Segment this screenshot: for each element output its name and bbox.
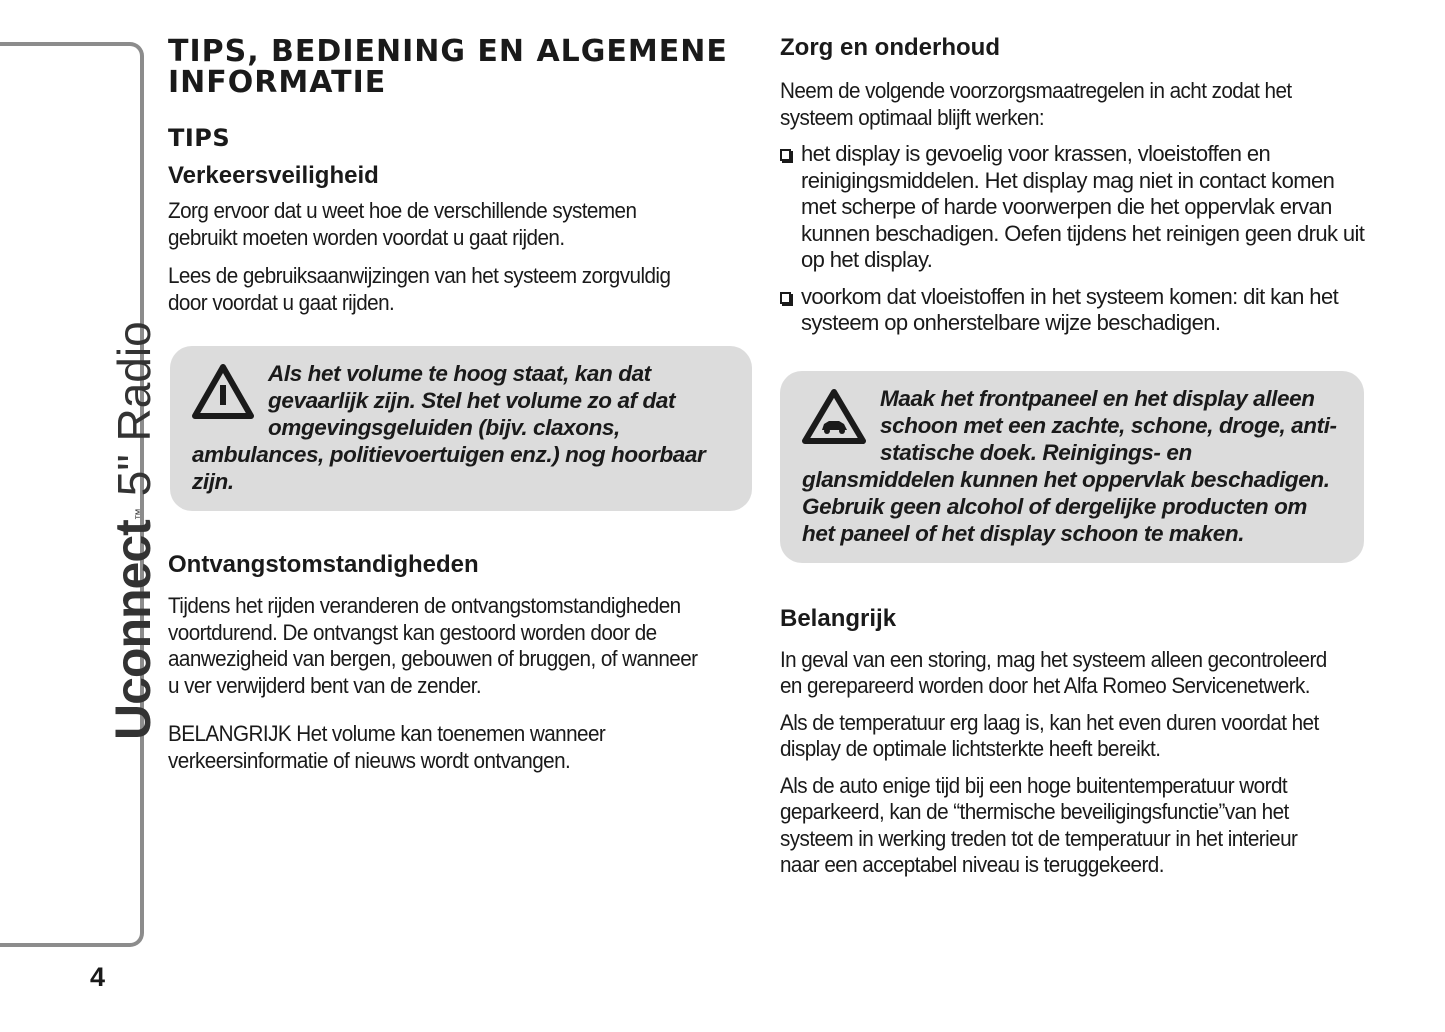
- important-paragraph-1: In geval van een storing, mag het systeem alleen gecontroleerd en gerepareerd worden door het Alfa Romeo Servicenetwerk.: [780, 646, 1327, 698]
- cleaning-warning-box: [780, 371, 1364, 563]
- cleaning-warning-text: Maak het frontpaneel en het display alleen schoon met een zachte, schone, droge, anti-statische doek. Reinigings- en glansmiddelen kunnen het oppervlak beschadigen. Gebruik geen alcohol of dergelijke producten om het paneel of het display schoon te maken.: [802, 385, 1337, 546]
- reception-paragraph-2: BELANGRIJK Het volume kan toenemen wanneer verkeersinformatie of nieuws wordt ontvangen.: [168, 721, 606, 773]
- traffic-safety-heading: Verkeersveiligheid: [168, 162, 379, 189]
- page-title: TIPS, BEDIENING EN ALGEMENE INFORMATIE: [168, 34, 728, 100]
- care-bullet-item: het display is gevoelig voor krassen, vloeistoffen en reinigingsmiddelen. Het display mag niet in contact komen met scherpe of harde voorwerpen die het oppervlak ervan kunnen beschadigen. Oefen tijdens het reinigen geen druk uit op het display.: [780, 141, 1366, 274]
- left-column: [168, 30, 738, 774]
- important-paragraph-3: Als de auto enige tijd bij een hoge buitentemperatuur wordt geparkeerd, kan de “thermische beveiligingsfunctie”van het systeem in werking treden tot de temperatuur in het interieur naar een acceptabel niveau is teruggekeerd.: [780, 772, 1298, 877]
- traffic-paragraph-2: Lees de gebruiksaanwijzingen van het systeem zorgvuldig door voordat u gaat rijden.: [168, 263, 671, 315]
- section-side-label: [104, 321, 162, 740]
- checkbox-bullet-icon: [780, 149, 791, 161]
- care-bullet-list: [780, 141, 1366, 337]
- warning-triangle-icon: [192, 364, 254, 420]
- volume-warning-box: [170, 346, 752, 511]
- car-warning-triangle-icon: [802, 389, 866, 445]
- page-number: 4: [90, 962, 106, 992]
- volume-warning-text: Als het volume te hoog staat, kan dat gevaarlijk zijn. Stel het volume zo af dat omgevingsgeluiden (bijv. claxons, ambulances, politievoertuigen enz.) nog hoorbaar zijn.: [192, 361, 706, 494]
- traffic-paragraph-1: Zorg ervoor dat u weet hoe de verschillende systemen gebruikt moeten worden voordat u gaat rijden.: [168, 198, 637, 250]
- care-intro: Neem de volgende voorzorgsmaatregelen in acht zodat het systeem optimaal blijft werken:: [780, 78, 1292, 130]
- reception-heading: Ontvangstomstandigheden: [168, 551, 479, 578]
- uconnect-logo: Uconnect: [105, 520, 161, 740]
- trademark-mark: ™: [132, 508, 147, 521]
- important-heading: Belangrijk: [780, 604, 897, 632]
- radio-model-label: 5" Radio: [108, 321, 160, 497]
- checkbox-bullet-icon: [780, 292, 791, 304]
- tips-heading: TIPS: [168, 124, 231, 152]
- reception-paragraph-1: Tijdens het rijden veranderen de ontvangstomstandigheden voortdurend. De ontvangst kan gestoord worden door de aanwezigheid van bergen, gebouwen of bruggen, of wanneer u ver verwijderd bent van de zender.: [168, 593, 698, 698]
- care-bullet-item: voorkom dat vloeistoffen in het systeem komen: dit kan het systeem op onherstelbare wijze beschadigen.: [780, 284, 1366, 337]
- right-column: [780, 30, 1366, 879]
- important-paragraph-2: Als de temperatuur erg laag is, kan het even duren voordat het display de optimale lichtsterkte heeft bereikt.: [780, 709, 1319, 761]
- care-heading: Zorg en onderhoud: [780, 34, 1000, 61]
